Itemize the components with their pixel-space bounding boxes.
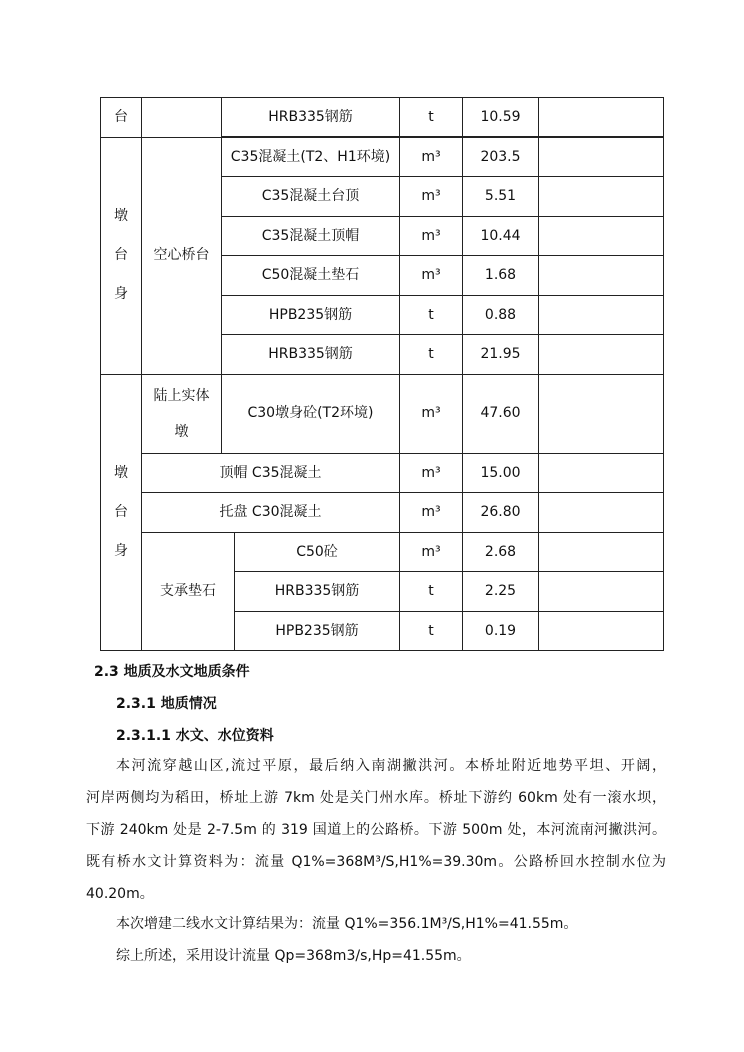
table-row — [101, 374, 664, 453]
table-row — [101, 532, 664, 572]
qty-cell: 5.51 — [463, 177, 539, 217]
qty-cell: 10.44 — [463, 216, 539, 256]
item-cell: HRB335钢筋 — [222, 98, 400, 138]
remark-cell — [539, 532, 664, 572]
paragraph-line: 本次增建二线水文计算结果为：流量 Q1%=356.1M³/S,H1%=41.55m。 — [116, 916, 578, 932]
item-cell: HRB335钢筋 — [235, 572, 400, 612]
unit-cell: t — [400, 611, 463, 651]
remark-cell — [539, 374, 664, 453]
section-heading: 2.3 地质及水文地质条件 — [94, 664, 250, 680]
subcategory-cell: 空心桥台 — [142, 137, 222, 374]
item-cell: C35混凝土台顶 — [222, 177, 400, 217]
remark-cell — [539, 216, 664, 256]
item-cell: C35混凝土顶帽 — [222, 216, 400, 256]
remark-cell — [539, 177, 664, 217]
unit-cell: m³ — [400, 177, 463, 217]
unit-cell: m³ — [400, 256, 463, 296]
subsubsection-heading: 2.3.1.1 水文、水位资料 — [116, 728, 274, 744]
category-cell — [101, 374, 142, 651]
remark-cell — [539, 572, 664, 612]
item-cell: 顶帽 C35混凝土 — [142, 453, 400, 493]
qty-cell: 203.5 — [463, 137, 539, 177]
subcategory-line: 墩 — [174, 423, 189, 440]
item-cell: HPB235钢筋 — [235, 611, 400, 651]
unit-cell: m³ — [400, 216, 463, 256]
category-cell — [101, 137, 142, 374]
empty-cell — [142, 98, 222, 138]
qty-cell: 1.68 — [463, 256, 539, 296]
qty-cell: 47.60 — [463, 374, 539, 453]
quantity-table — [100, 97, 664, 651]
remark-cell — [539, 611, 664, 651]
item-cell: C35混凝土(T2、H1环境) — [222, 137, 400, 177]
item-cell: HRB335钢筋 — [222, 335, 400, 375]
category-char: 身 — [114, 286, 128, 302]
unit-cell: m³ — [400, 532, 463, 572]
item-cell: HPB235钢筋 — [222, 295, 400, 335]
paragraph-line: 河岸两侧均为稻田，桥址上游 7km 处是关门州水库。桥址下游约 60km 处有一滚水坝， — [86, 790, 666, 806]
category-char: 墩 — [114, 208, 128, 224]
subsection-heading: 2.3.1 地质情况 — [116, 696, 217, 712]
category-char: 身 — [114, 542, 128, 559]
qty-cell: 15.00 — [463, 453, 539, 493]
qty-cell: 2.25 — [463, 572, 539, 612]
unit-cell: m³ — [400, 374, 463, 453]
paragraph-conclusion — [86, 940, 666, 972]
category-char: 台 — [114, 503, 128, 520]
table-row — [101, 98, 664, 138]
remark-cell — [539, 335, 664, 375]
item-cell: C30墩身砼(T2环境) — [222, 374, 400, 453]
unit-cell: m³ — [400, 493, 463, 533]
paragraph-line: 综上所述，采用设计流量 Qp=368m3/s,Hp=41.55m。 — [116, 948, 471, 964]
unit-cell: t — [400, 98, 463, 138]
remark-cell — [539, 256, 664, 296]
paragraph-calc-result — [86, 908, 666, 940]
category-char: 墩 — [114, 464, 128, 481]
remark-cell — [539, 137, 664, 177]
subcategory-cell: 支承垫石 — [142, 532, 235, 651]
paragraph-line: 既有桥水文计算资料为：流量 Q1%=368M³/S,H1%=39.30m。公路桥回水控制水位为 — [86, 854, 666, 870]
remark-cell — [539, 453, 664, 493]
remark-cell — [539, 493, 664, 533]
qty-cell: 21.95 — [463, 335, 539, 375]
subcategory-cell — [142, 374, 222, 453]
item-cell: 托盘 C30混凝土 — [142, 493, 400, 533]
table-row — [101, 493, 664, 533]
paragraph-line: 下游 240km 处是 2-7.5m 的 319 国道上的公路桥。下游 500m 处，本河流南河撇洪河。 — [86, 822, 666, 838]
unit-cell: t — [400, 335, 463, 375]
paragraph-line: 40.20m。 — [86, 886, 154, 902]
paragraph-line: 本河流穿越山区,流过平原，最后纳入南湖撇洪河。本桥址附近地势平坦、开阔， — [116, 758, 666, 774]
qty-cell: 0.19 — [463, 611, 539, 651]
qty-cell: 26.80 — [463, 493, 539, 533]
qty-cell: 10.59 — [463, 98, 539, 138]
qty-cell: 0.88 — [463, 295, 539, 335]
category-cell: 台 — [101, 98, 142, 138]
item-cell: C50砼 — [235, 532, 400, 572]
table-row — [101, 137, 664, 177]
remark-cell — [539, 98, 664, 138]
category-char: 台 — [114, 247, 128, 263]
table-row — [101, 453, 664, 493]
paragraph-hydrology — [86, 750, 666, 910]
unit-cell: m³ — [400, 137, 463, 177]
qty-cell: 2.68 — [463, 532, 539, 572]
subcategory-line: 陆上实体 — [153, 387, 210, 404]
unit-cell: m³ — [400, 453, 463, 493]
item-cell: C50混凝土垫石 — [222, 256, 400, 296]
unit-cell: t — [400, 572, 463, 612]
remark-cell — [539, 295, 664, 335]
unit-cell: t — [400, 295, 463, 335]
